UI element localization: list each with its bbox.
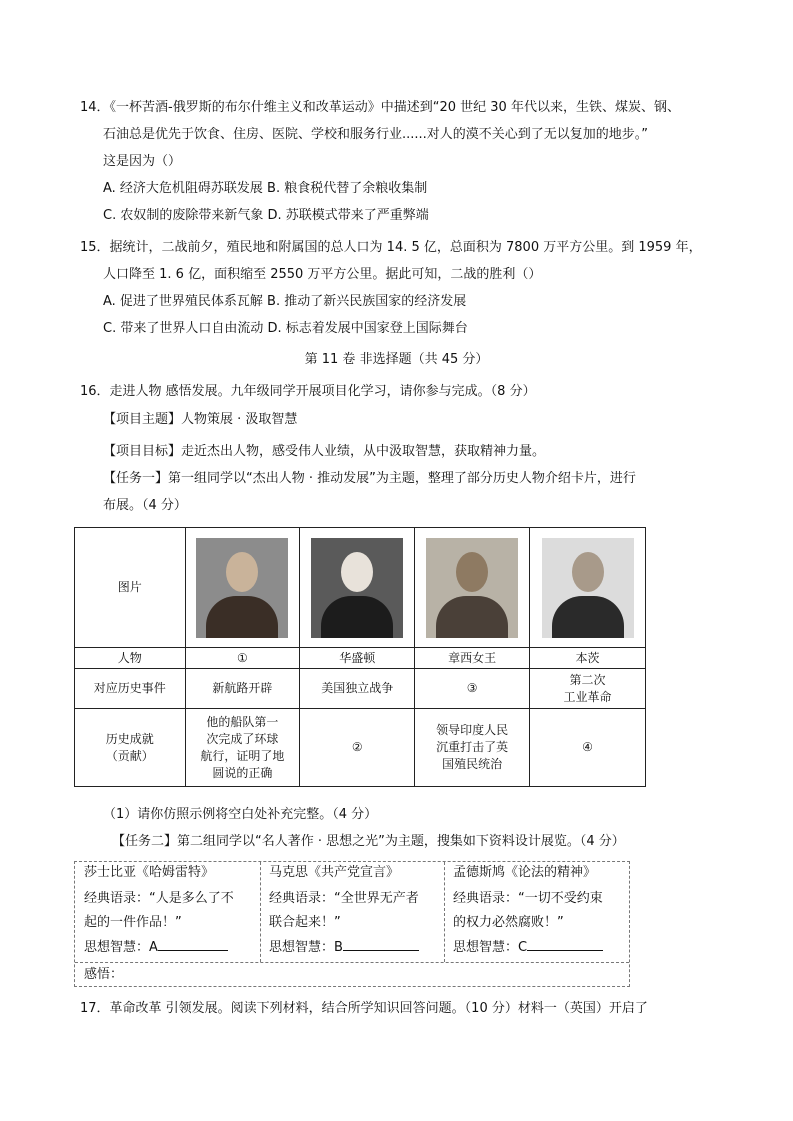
- event-4-line1: 第二次: [569, 672, 606, 687]
- q14-options-ab: A. 经济大危机阻碍苏联发展 B. 粮食税代替了余粮收集制: [103, 181, 428, 196]
- q16-line1: 16．走进人物 感悟发展。九年级同学开展项目化学习，请你参与完成。（8 分）: [80, 384, 536, 399]
- portrait-benz-image: [542, 538, 634, 638]
- work-card-wisdom: [269, 936, 419, 959]
- q16-task2: 【任务二】第二组同学以“名人著作 · 思想之光”为主题，搜集如下资料设计展览。（4 分）: [112, 834, 625, 849]
- person-4: 本茨: [530, 648, 646, 669]
- event-1: 新航路开辟: [185, 669, 300, 709]
- wisdom-label: 思想智慧：B: [269, 940, 343, 955]
- insight-row[interactable]: [75, 962, 629, 987]
- achievement-3-line: 国殖民统治: [442, 757, 503, 771]
- q14-line3: 这是因为（）: [103, 154, 182, 169]
- portrait-cell-1: [185, 528, 300, 648]
- q16-sub1: （1）请你仿照示例将空白处补充完整。（4 分）: [103, 807, 378, 822]
- answer-blank-c[interactable]: [527, 936, 603, 951]
- achievement-1-line: 次完成了环球: [206, 731, 279, 746]
- achievement-label-line2: （贡献）: [105, 748, 154, 763]
- q16-task1-line1: 【任务一】第一组同学以“杰出人物 · 推动发展”为主题，整理了部分历史人物介绍卡片，进行: [103, 471, 636, 486]
- portrait-magellan-image: [196, 538, 288, 638]
- event-2: 美国独立战争: [300, 669, 415, 709]
- q15-line2: 人口降至 1. 6 亿，面积缩至 2550 万平方公里。据此可知，二战的胜利（）: [103, 267, 542, 282]
- work-card-shakespeare: [75, 862, 261, 962]
- wisdom-label: 思想智慧：A: [84, 940, 158, 955]
- work-card-title: 马克思《共产党宣言》: [269, 865, 400, 880]
- row-label-picture: 图片: [75, 528, 186, 648]
- work-card-wisdom: [453, 936, 603, 959]
- q17-line1: 17．革命改革 引领发展。阅读下列材料，结合所学知识回答问题。（10 分）材料一（英国）开启了: [80, 1001, 648, 1016]
- q14-line1: 14．《一杯苦酒-俄罗斯的布尔什维主义和改革运动》中描述到“20 世纪 30 年代以来，生铁、煤炭、钢、: [80, 100, 680, 115]
- q14-options-cd: C. 农奴制的废除带来新气象 D. 苏联模式带来了严重弊端: [103, 208, 429, 223]
- event-4: [530, 669, 646, 709]
- event-4-line2: 工业革命: [563, 689, 612, 704]
- portrait-cell-3: [415, 528, 530, 648]
- portrait-rani-image: [426, 538, 518, 638]
- work-card-quote: 经典语录：“全世界无产者: [269, 891, 419, 906]
- work-card-title: 莎士比亚《哈姆雷特》: [84, 865, 215, 880]
- row-label-event: 对应历史事件: [75, 669, 186, 709]
- achievement-1-line: 圆说的正确: [212, 765, 273, 780]
- achievement-4: ④: [530, 709, 646, 787]
- person-1: ①: [185, 648, 300, 669]
- work-card-marx: [260, 862, 445, 962]
- portrait-cell-2: [300, 528, 415, 648]
- work-card-title: 孟德斯鸠《论法的精神》: [453, 865, 597, 880]
- work-card-quote: 起的一件作品！”: [84, 915, 182, 930]
- q15-options-cd: C. 带来了世界人口自由流动 D. 标志着发展中国家登上国际舞台: [103, 321, 468, 336]
- figures-table: [74, 527, 646, 787]
- q15-options-ab: A. 促进了世界殖民体系瓦解 B. 推动了新兴民族国家的经济发展: [103, 294, 467, 309]
- achievement-3: [415, 709, 530, 787]
- achievement-2: ②: [300, 709, 415, 787]
- q15-line1: 15．据统计，二战前夕，殖民地和附属国的总人口为 14. 5 亿，总面积为 7800 万平方公里。到 1959 年，: [80, 240, 702, 255]
- achievement-label-line1: 历史成就: [105, 731, 154, 746]
- work-card-quote: 联合起来！”: [269, 915, 341, 930]
- work-card-quote: 经典语录：“人是多么了不: [84, 891, 234, 906]
- achievement-1-line: 航行，证明了地: [200, 748, 285, 763]
- achievement-3-line: 领导印度人民: [436, 723, 509, 737]
- achievement-1-line: 他的船队第一: [206, 714, 279, 729]
- work-card-quote: 经典语录：“一切不受约束: [453, 891, 603, 906]
- person-3: 章西女王: [415, 648, 530, 669]
- work-card-montesquieu: [444, 862, 629, 962]
- event-3: ③: [415, 669, 530, 709]
- row-label-person: 人物: [75, 648, 186, 669]
- q14-line2: 石油总是优先于饮食、住房、医院、学校和服务行业......对人的漠不关心到了无以复加的地步。”: [103, 127, 649, 142]
- portrait-cell-4: [530, 528, 646, 648]
- q16-goal: 【项目目标】走近杰出人物，感受伟人业绩，从中汲取智慧，获取精神力量。: [103, 444, 546, 459]
- achievement-1: [185, 709, 300, 787]
- works-cards-box: [74, 861, 630, 987]
- work-card-wisdom: [84, 936, 228, 959]
- insight-label: 感悟：: [84, 967, 124, 982]
- answer-blank-a[interactable]: [158, 936, 228, 951]
- q16-topic: 【项目主题】人物策展 · 汲取智慧: [103, 412, 298, 427]
- wisdom-label: 思想智慧：C: [453, 940, 528, 955]
- section-title: 第 11 卷 非选择题（共 45 分）: [304, 352, 489, 367]
- q16-task1-line2: 布展。（4 分）: [103, 498, 187, 513]
- answer-blank-b[interactable]: [343, 936, 419, 951]
- row-label-achievement: [75, 709, 186, 787]
- portrait-washington-image: [311, 538, 403, 638]
- person-2: 华盛顿: [300, 648, 415, 669]
- achievement-3-line: 沉重打击了英: [436, 740, 509, 754]
- work-card-quote: 的权力必然腐败！”: [453, 915, 564, 930]
